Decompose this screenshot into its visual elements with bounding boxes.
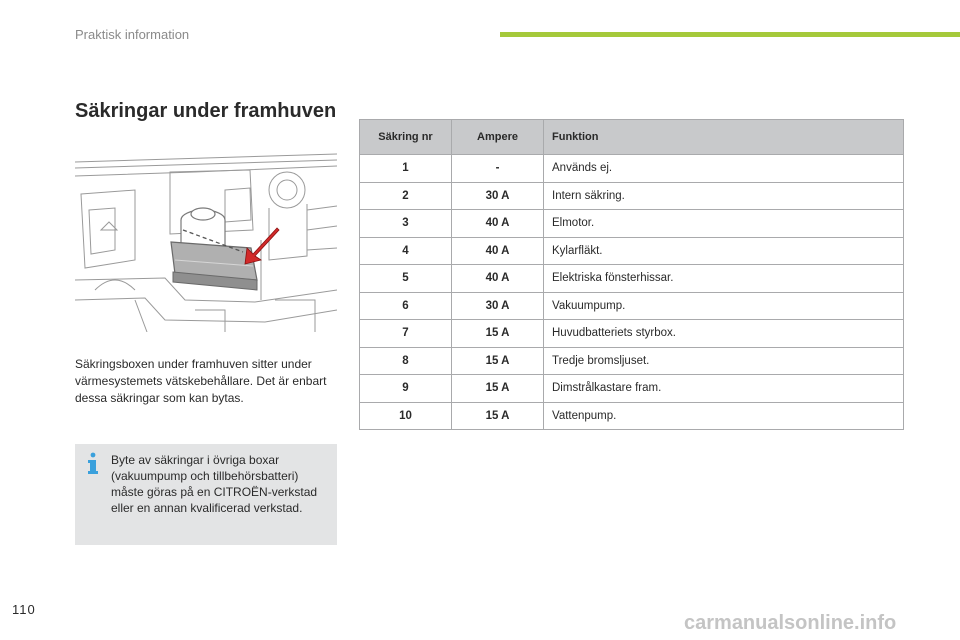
column-header-fuse-nr: Säkring nr: [360, 120, 452, 155]
engine-bay-illustration: [75, 150, 337, 332]
header-accent-bar: [500, 32, 960, 37]
fuse-ampere: 30 A: [452, 292, 544, 320]
table-row: [360, 402, 904, 430]
table-row: [360, 375, 904, 403]
fuse-function: Tredje bromsljuset.: [544, 347, 904, 375]
column-header-ampere: Ampere: [452, 120, 544, 155]
table-row: [360, 182, 904, 210]
fuse-number: 3: [360, 210, 452, 238]
fuse-function: Används ej.: [544, 155, 904, 183]
page-number: 110: [12, 602, 36, 617]
fuse-number: 6: [360, 292, 452, 320]
table-header-row: [360, 120, 904, 155]
fuse-function: Kylarfläkt.: [544, 237, 904, 265]
description-text: Säkringsboxen under framhuven sitter under värmesystemets vätskebehållare. Det är enbart dessa säkringar som kan bytas.: [75, 357, 327, 405]
fuse-table: [359, 119, 904, 430]
fuse-number: 10: [360, 402, 452, 430]
fuse-function: Vakuumpump.: [544, 292, 904, 320]
fuse-function: Intern säkring.: [544, 182, 904, 210]
fuse-number: 5: [360, 265, 452, 293]
info-box: [75, 444, 337, 545]
watermark-text: carmanualsonline.info: [684, 612, 897, 634]
section-header: Praktisk information: [75, 27, 190, 42]
fuse-ampere: 15 A: [452, 347, 544, 375]
table-row: [360, 210, 904, 238]
table-row: [360, 292, 904, 320]
fuse-function: Dimstrålkastare fram.: [544, 375, 904, 403]
fuse-ampere: 40 A: [452, 237, 544, 265]
fuse-number: 1: [360, 155, 452, 183]
fuse-number: 8: [360, 347, 452, 375]
fuse-ampere: 40 A: [452, 210, 544, 238]
fuse-number: 2: [360, 182, 452, 210]
fuse-ampere: 15 A: [452, 402, 544, 430]
info-text: Byte av säkringar i övriga boxar (vakuumpump och tillbehörsbatteri) måste göras på en CITROËN-verkstad eller en annan kvalificerad verkstad.: [111, 453, 318, 515]
table-row: [360, 265, 904, 293]
table-row: [360, 347, 904, 375]
fuse-ampere: 40 A: [452, 265, 544, 293]
fuse-number: 7: [360, 320, 452, 348]
page-title: Säkringar under framhuven: [75, 100, 337, 122]
info-icon: [86, 452, 100, 474]
fuse-ampere: 15 A: [452, 320, 544, 348]
table-row: [360, 320, 904, 348]
fuse-ampere: -: [452, 155, 544, 183]
fuse-function: Elmotor.: [544, 210, 904, 238]
fuse-number: 4: [360, 237, 452, 265]
column-header-function: Funktion: [544, 120, 904, 155]
table-row: [360, 237, 904, 265]
fuse-ampere: 30 A: [452, 182, 544, 210]
fuse-number: 9: [360, 375, 452, 403]
fuse-ampere: 15 A: [452, 375, 544, 403]
fuse-function: Vattenpump.: [544, 402, 904, 430]
fuse-function: Elektriska fönsterhissar.: [544, 265, 904, 293]
table-row: [360, 155, 904, 183]
fuse-function: Huvudbatteriets styrbox.: [544, 320, 904, 348]
